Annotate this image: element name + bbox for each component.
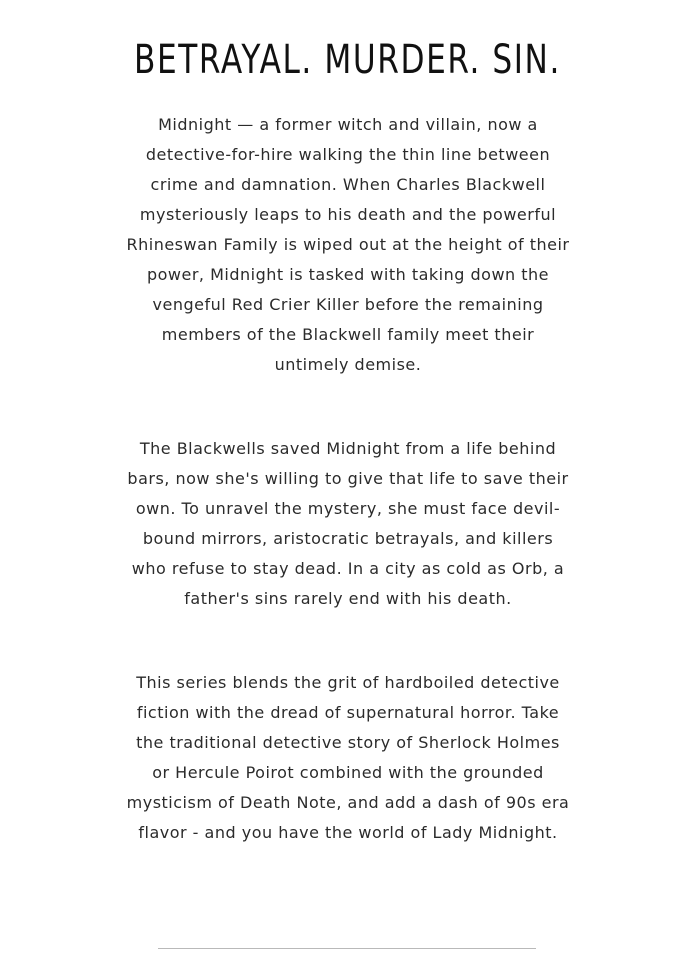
synopsis-paragraph-2: The Blackwells saved Midnight from a life behind bars, now she's willing to give that life to save their own. To unravel the mystery, she must face devil-bound mirrors, aristocratic betrayals, and killers who refuse to stay dead. In a city as cold as Orb, a father's sins rarely end with his death.	[127, 439, 569, 608]
section-divider	[158, 948, 536, 949]
synopsis-paragraph-1: Midnight — a former witch and villain, now a detective-for-hire walking the thin line between crime and damnation. When Charles Blackwell mysteriously leaps to his death and the powerful Rhineswan Family is wiped out at the height of their power, Midnight is tasked with taking down the vengeful Red Crier Killer before the remaining members of the Blackwell family meet their untimely demise.	[126, 115, 570, 374]
page-headline: BETRAYAL. MURDER. SIN.	[134, 37, 561, 83]
series-description-paragraph: This series blends the grit of hardboiled detective fiction with the dread of supernatural horror. Take the traditional detective story of Sherlock Holmes or Hercule Poirot combined with the grounded mysticism of Death Note, and add a dash of 90s era flavor - and you have the world of Lady Midnight.	[126, 673, 570, 842]
